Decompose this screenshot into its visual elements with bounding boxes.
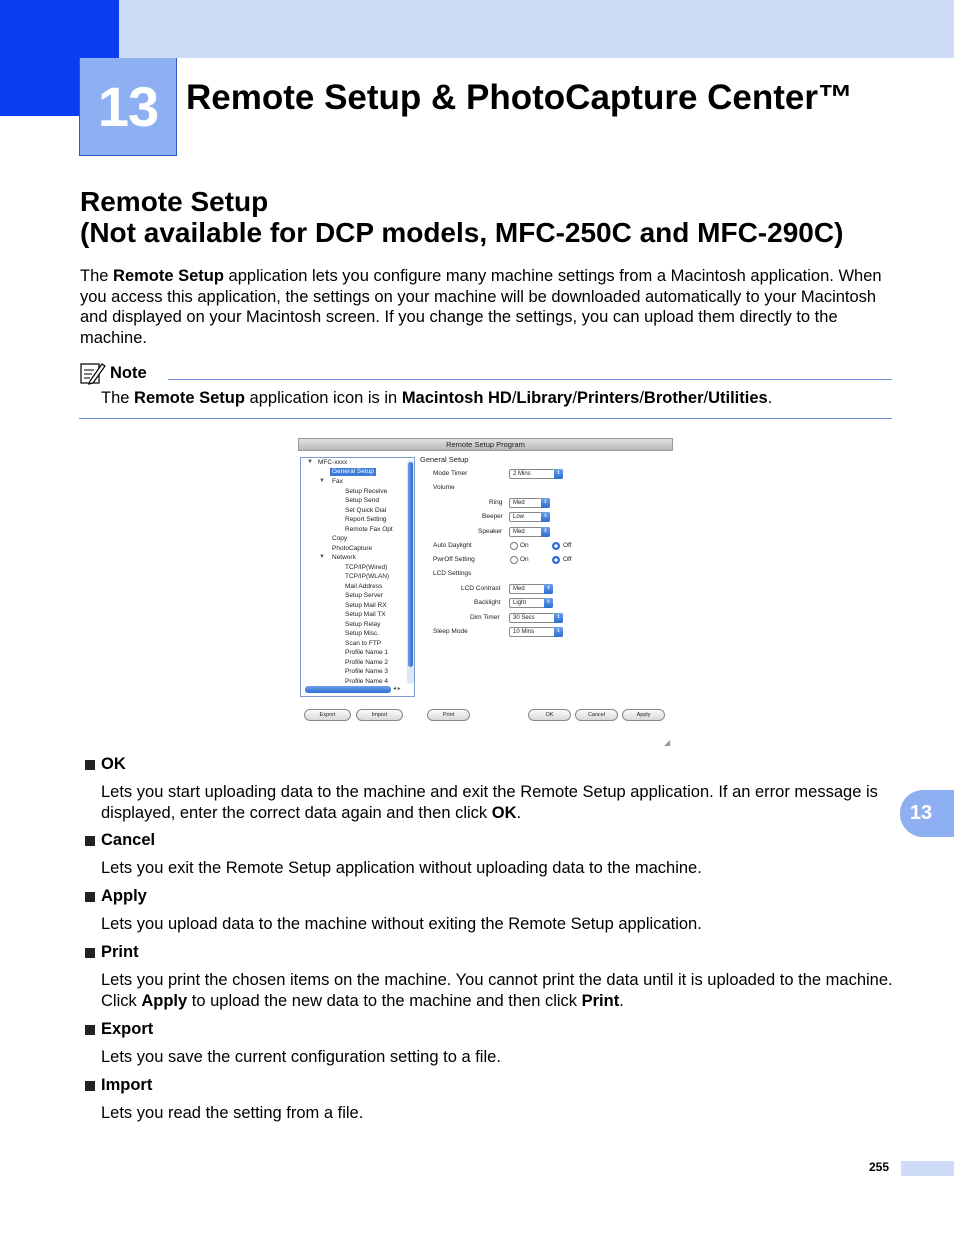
- page-number: 255: [869, 1160, 890, 1174]
- remote-setup-screenshot: [298, 438, 673, 728]
- tree-item[interactable]: Setup Misc.: [345, 630, 379, 637]
- panel-title: General Setup: [420, 455, 469, 464]
- item-export-heading: Export: [85, 1020, 153, 1039]
- sleep-mode-label: Sleep Mode: [433, 628, 468, 635]
- tree-item[interactable]: Profile Name 2: [345, 659, 388, 666]
- chapter-title: Remote Setup & PhotoCapture Center™: [186, 78, 853, 117]
- item-print-heading: Print: [85, 943, 139, 962]
- apply-button[interactable]: Apply: [622, 709, 665, 721]
- item-apply-heading: Apply: [85, 887, 147, 906]
- tree-item[interactable]: Set Quick Dial: [345, 507, 387, 514]
- bullet-square-icon: [85, 836, 95, 846]
- select-arrows-icon: ⇕: [544, 598, 553, 608]
- page-number-bar: [901, 1161, 954, 1176]
- bullet-square-icon: [85, 760, 95, 770]
- item-apply-description: Lets you upload data to the machine without exiting the Remote Setup application.: [101, 915, 702, 933]
- tree-item[interactable]: Setup Send: [345, 497, 379, 504]
- header-band: [0, 0, 954, 58]
- bullet-square-icon: [85, 1081, 95, 1091]
- disclosure-triangle-icon[interactable]: ▼: [307, 459, 313, 465]
- lcd-settings-label: LCD Settings: [433, 570, 472, 577]
- select-arrows-icon: ⇕: [541, 498, 550, 508]
- ring-label: Ring: [489, 499, 503, 506]
- beeper-label: Beeper: [482, 513, 503, 520]
- tree-item[interactable]: Profile Name 3: [345, 668, 388, 675]
- tree-item[interactable]: TCP/IP(WLAN): [345, 573, 390, 580]
- select-arrows-icon: ⇕: [544, 584, 553, 594]
- backlight-select[interactable]: Light ⇕: [509, 598, 553, 608]
- speaker-select[interactable]: Med ⇕: [509, 527, 550, 537]
- note-text: The Remote Setup application icon is in Macintosh HD/Library/Printers/Brother/Utilities.: [101, 389, 773, 407]
- section-title-line2: (Not available for DCP models, MFC-250C and MFC-290C): [80, 217, 844, 248]
- tree-item[interactable]: Setup Server: [345, 592, 383, 599]
- lcd-contrast-label: LCD Contrast: [461, 585, 501, 592]
- tree-item[interactable]: MFC-xxxx: [318, 459, 348, 466]
- on-label: On: [520, 556, 529, 563]
- auto-daylight-off-radio[interactable]: [552, 542, 560, 550]
- select-arrows-icon: ⇕: [541, 527, 550, 537]
- window-title: Remote Setup Program: [298, 438, 673, 451]
- pwroff-off-radio[interactable]: [552, 556, 560, 564]
- lcd-contrast-select[interactable]: Med ⇕: [509, 584, 553, 594]
- chapter-number: 13: [79, 58, 177, 156]
- resize-grip-icon: ◢: [664, 738, 671, 747]
- select-arrows-icon: ⇕: [554, 469, 563, 479]
- note-divider: [168, 379, 892, 380]
- tree-item[interactable]: Network: [332, 554, 356, 561]
- pwroff-on-radio[interactable]: [510, 556, 518, 564]
- tree-item[interactable]: Setup Receive: [345, 488, 388, 495]
- tree-item[interactable]: Setup Mail RX: [345, 602, 387, 609]
- auto-daylight-on-radio[interactable]: [510, 542, 518, 550]
- tree-item[interactable]: Setup Mail TX: [345, 611, 386, 618]
- tree-item[interactable]: Copy: [332, 535, 348, 542]
- ok-button[interactable]: OK: [528, 709, 571, 721]
- item-print-description: Lets you print the chosen items on the machine. You cannot print the data until it is uploaded to the machine. Click Apply to upload the new data to the machine and then click Print.: [101, 971, 893, 1010]
- bullet-square-icon: [85, 948, 95, 958]
- dim-timer-select[interactable]: 30 Secs ⇕: [509, 613, 563, 623]
- tree-item[interactable]: Report Setting: [345, 516, 387, 523]
- select-arrows-icon: ⇕: [541, 512, 550, 522]
- note-label: Note: [110, 363, 147, 382]
- tree-item-selected[interactable]: General Setup: [332, 468, 374, 475]
- horizontal-scrollbar[interactable]: [305, 686, 391, 693]
- item-cancel-description: Lets you exit the Remote Setup application without uploading data to the machine.: [101, 859, 702, 877]
- import-button[interactable]: Import: [356, 709, 403, 721]
- beeper-select[interactable]: Low ⇕: [509, 512, 550, 522]
- tree-item[interactable]: Fax: [332, 478, 343, 485]
- select-arrows-icon: ⇕: [554, 627, 563, 637]
- item-export-description: Lets you save the current configuration setting to a file.: [101, 1048, 501, 1066]
- on-label: On: [520, 542, 529, 549]
- scroll-arrows-icon[interactable]: ◂ ▸: [393, 686, 401, 692]
- intro-paragraph: The Remote Setup application lets you configure many machine settings from a Macintosh application. When you access this application, the settings on your machine will be downloaded automatically to your Macintosh and displayed on your Macintosh screen. If you change the settings, you can upload them directly to the machine.: [80, 267, 882, 347]
- auto-daylight-label: Auto Daylight: [433, 542, 472, 549]
- note-pencil-icon: [80, 361, 106, 385]
- pwroff-setting-label: PwrOff Setting: [433, 556, 475, 563]
- bullet-square-icon: [85, 1025, 95, 1035]
- select-arrows-icon: ⇕: [554, 613, 563, 623]
- tree-item[interactable]: Remote Fax Opt: [345, 526, 393, 533]
- item-ok-description: Lets you start uploading data to the machine and exit the Remote Setup application. If an error message is displayed, enter the correct data again and then click OK.: [101, 783, 878, 822]
- item-import-heading: Import: [85, 1076, 152, 1095]
- dim-timer-label: Dim Timer: [470, 614, 500, 621]
- volume-label: Volume: [433, 484, 455, 491]
- export-button[interactable]: Export: [304, 709, 351, 721]
- note-header: [80, 361, 147, 385]
- section-title: [80, 186, 843, 248]
- tree-item[interactable]: TCP/IP(Wired): [345, 564, 388, 571]
- backlight-label: Backlight: [474, 599, 501, 606]
- note-bottom-divider: [79, 418, 892, 419]
- item-ok-heading: OK: [85, 755, 126, 774]
- tree-item[interactable]: Profile Name 4: [345, 678, 388, 685]
- ring-select[interactable]: Med ⇕: [509, 498, 550, 508]
- off-label: Off: [563, 542, 572, 549]
- speaker-label: Speaker: [478, 528, 503, 535]
- chapter-side-tab: 13: [900, 790, 954, 837]
- settings-tree[interactable]: [300, 457, 415, 697]
- tree-item[interactable]: PhotoCapture: [332, 545, 373, 552]
- sleep-mode-select[interactable]: 10 Mins ⇕: [509, 627, 563, 637]
- disclosure-triangle-icon[interactable]: ▼: [319, 554, 325, 560]
- mode-timer-select[interactable]: 2 Mins ⇕: [509, 469, 563, 479]
- off-label: Off: [563, 556, 572, 563]
- mode-timer-label: Mode Timer: [433, 470, 468, 477]
- vertical-scroll-thumb[interactable]: [408, 462, 413, 667]
- tree-item[interactable]: Mail Address: [345, 583, 383, 590]
- section-title-line1: Remote Setup: [80, 186, 269, 217]
- disclosure-triangle-icon[interactable]: ▼: [319, 478, 325, 484]
- item-cancel-heading: Cancel: [85, 831, 155, 850]
- cancel-button[interactable]: Cancel: [575, 709, 618, 721]
- tree-item[interactable]: Profile Name 1: [345, 649, 388, 656]
- bullet-square-icon: [85, 892, 95, 902]
- print-button[interactable]: Print: [427, 709, 470, 721]
- item-import-description: Lets you read the setting from a file.: [101, 1104, 364, 1122]
- tree-item[interactable]: Setup Relay: [345, 621, 381, 628]
- tree-item[interactable]: Scan to FTP: [345, 640, 382, 647]
